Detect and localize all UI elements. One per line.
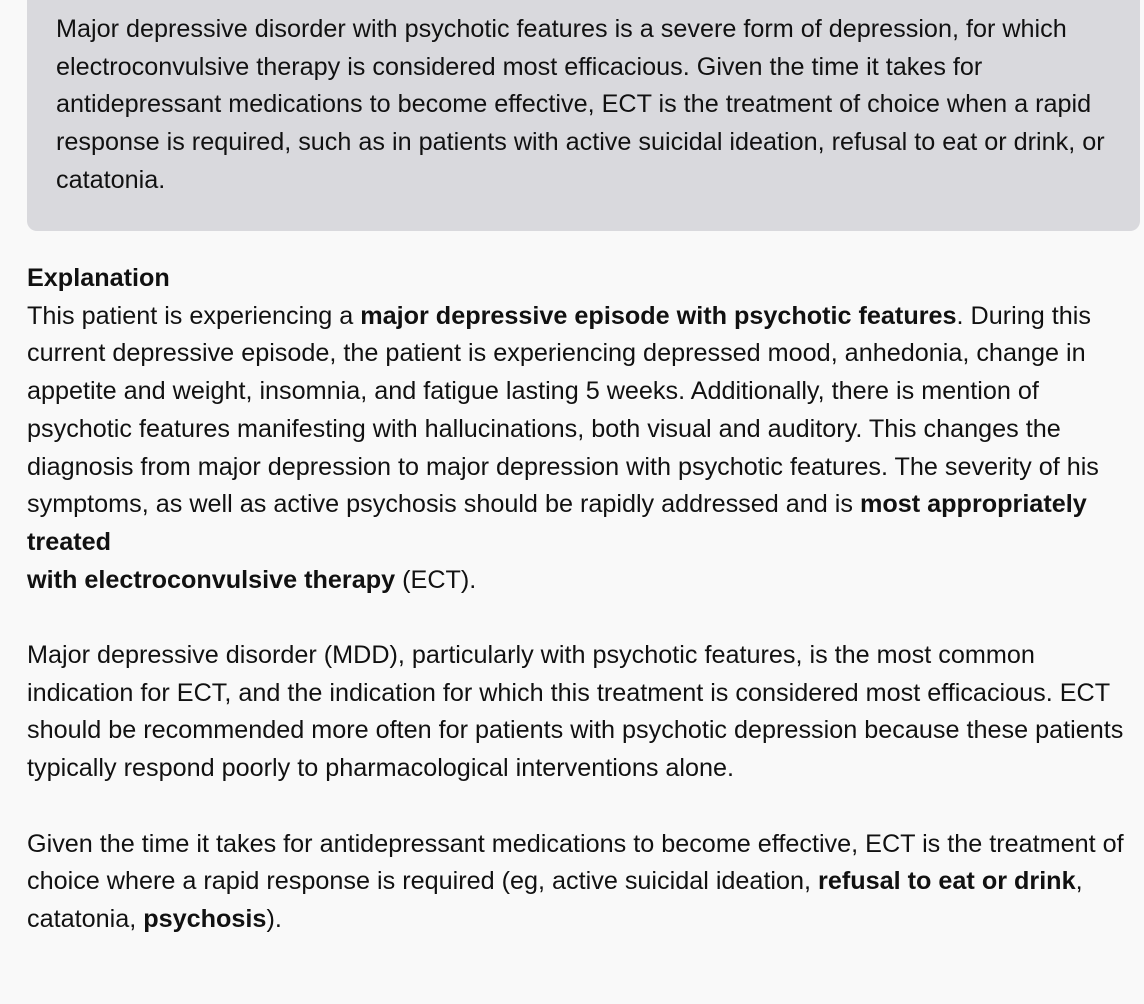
p3-text-1: Given the time it takes for antidepressant medications to become effective, ECT is the treatment of choice where a rapid response is required (eg, active suicidal ideation,: [27, 829, 1124, 896]
p3-bold-2: psychosis: [143, 904, 267, 933]
p1-bold-1: major depressive episode with psychotic features: [360, 301, 957, 330]
p1-text-2: . During this current depressive episode, the patient is experiencing depressed mood, anhedonia, change in appetite and weight, insomnia, and fatigue lasting 5 weeks. Additionally, there is mention of psychotic features manifesting with hallucinations, both visual and auditory. This changes the diagnosis from major depression to major depression with psychotic features. The severity of his symptoms, as well as active psychosis should be rapidly addressed and is: [27, 301, 1099, 519]
explanation-paragraph-3: [27, 826, 1142, 939]
p3-text-2: , catatonia,: [27, 867, 1083, 933]
p1-bold-2b: with electroconvulsive therapy: [27, 565, 396, 594]
explanation-heading: Explanation: [27, 264, 170, 292]
p3-text-3: ).: [266, 904, 282, 933]
summary-box: [27, 0, 1140, 231]
explanation-paragraph-2: Major depressive disorder (MDD), particularly with psychotic features, is the most common indication for ECT, and the indication for which this treatment is considered most efficacious. ECT should be recommended more often for patients with psychotic depression because these patients typically respond poorly to pharmacological interventions alone.: [27, 641, 1124, 783]
p1-text-1: This patient is experiencing a: [27, 301, 361, 330]
p1-bold-2a: most appropriately treated: [27, 490, 1087, 556]
explanation-section: [27, 260, 1142, 939]
p3-bold-1: refusal to eat or drink: [818, 867, 1076, 896]
p1-text-3: (ECT).: [395, 565, 477, 594]
summary-text: Major depressive disorder with psychotic features is a severe form of depression, for which electroconvulsive therapy is considered most efficacious. Given the time it takes for antidepressant medications to become effective, ECT is the treatment of choice when a rapid response is required, such as in patients with active suicidal ideation, refusal to eat or drink, or catatonia.: [56, 15, 1105, 194]
explanation-paragraph-1: [27, 298, 1142, 600]
